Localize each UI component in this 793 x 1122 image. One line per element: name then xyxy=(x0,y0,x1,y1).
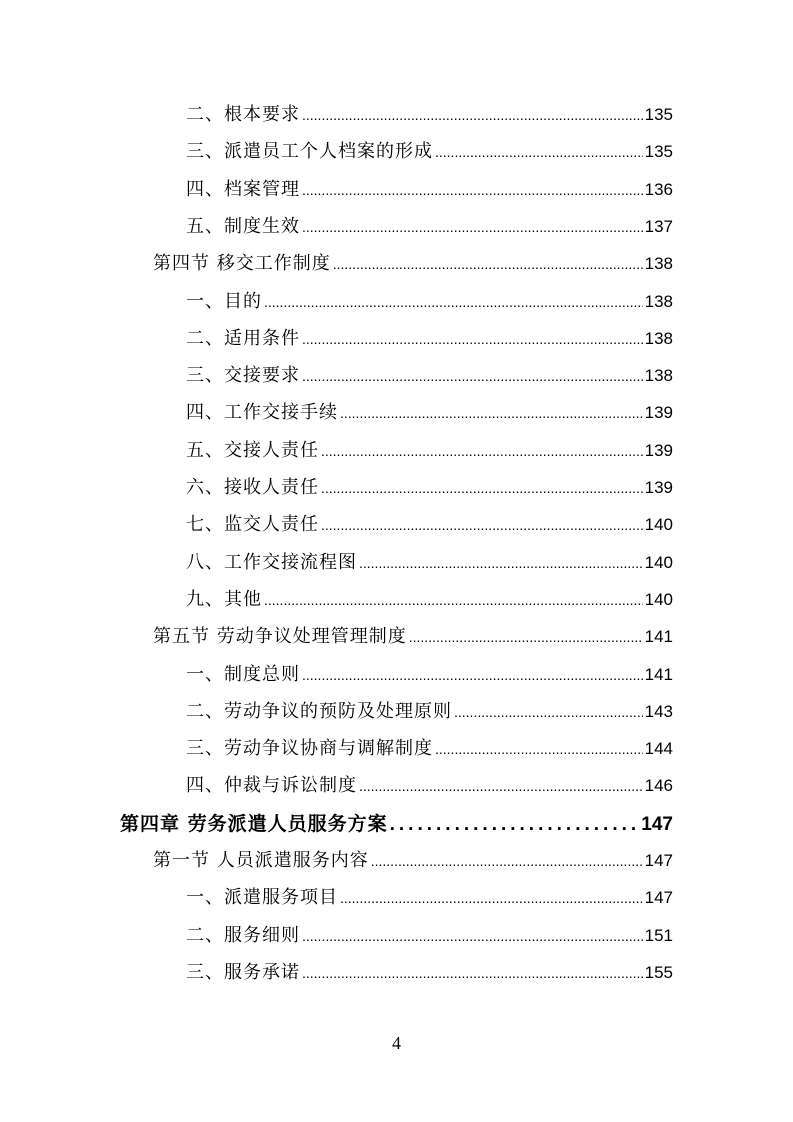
toc-dot-leader xyxy=(321,443,643,459)
toc-entry-page: 139 xyxy=(644,478,673,497)
toc-entry-section[interactable] xyxy=(153,846,673,872)
toc-dot-leader xyxy=(264,294,643,310)
toc-entry-page: 146 xyxy=(644,776,673,796)
toc-dot-leader xyxy=(302,368,643,384)
toc-entry-section[interactable] xyxy=(153,622,673,648)
toc-entry-item[interactable] xyxy=(186,398,673,424)
toc-entry-title: 三、劳动争议协商与调解制度 xyxy=(186,738,433,760)
toc-dot-leader xyxy=(359,778,643,794)
toc-entry-item[interactable] xyxy=(186,473,673,499)
toc-entry-page: 147 xyxy=(644,851,673,870)
toc-entry-title: 四、仲裁与诉讼制度 xyxy=(186,775,357,797)
toc-entry-item[interactable] xyxy=(186,697,673,723)
toc-entry-title: 二、劳动争议的预防及处理原则 xyxy=(186,700,452,722)
toc-entry-item[interactable] xyxy=(186,324,673,350)
toc-entry-section[interactable] xyxy=(153,249,673,275)
toc-dot-leader xyxy=(371,853,643,869)
toc-entry-page: 141 xyxy=(644,664,673,684)
toc-dot-leader xyxy=(302,107,643,123)
toc-entry-title: 二、适用条件 xyxy=(186,327,300,349)
toc-entry-title: 二、服务细则 xyxy=(186,924,300,946)
toc-entry-chapter[interactable] xyxy=(120,809,673,836)
toc-dot-leader xyxy=(340,890,643,906)
toc-dot-leader xyxy=(302,928,643,944)
toc-entry-item[interactable] xyxy=(186,734,673,760)
toc-entry-title: 三、服务承诺 xyxy=(186,961,300,983)
toc-entry-title: 一、制度总则 xyxy=(186,663,300,685)
toc-dot-leader xyxy=(409,629,643,645)
toc-entry-title: 九、其他 xyxy=(186,588,262,610)
toc-dot-leader xyxy=(321,517,643,533)
toc-entry-title: 第一节 人员派遣服务内容 xyxy=(153,850,369,871)
toc-dot-leader xyxy=(359,555,643,571)
toc-entry-title: 三、派遣员工个人档案的形成 xyxy=(186,141,433,163)
toc-entry-page: 135 xyxy=(644,142,673,162)
toc-entry-title: 五、制度生效 xyxy=(186,215,300,237)
toc-dot-leader xyxy=(302,965,643,981)
toc-entry-title: 一、目的 xyxy=(186,290,262,312)
toc-dot-leader xyxy=(264,592,643,608)
toc-entry-page: 140 xyxy=(644,515,673,535)
toc-entry-item[interactable] xyxy=(186,100,673,126)
toc-entry-title: 六、接收人责任 xyxy=(186,477,319,498)
toc-entry-page: 135 xyxy=(644,105,673,124)
toc-entry-page: 141 xyxy=(644,627,673,647)
page-number: 4 xyxy=(392,1033,401,1053)
toc-entry-page: 140 xyxy=(644,552,673,572)
toc-entry-item[interactable] xyxy=(186,771,673,797)
toc-entry-item[interactable] xyxy=(186,958,673,984)
toc-entry-item[interactable] xyxy=(186,921,673,947)
toc-dot-leader xyxy=(302,331,643,347)
toc-entry-title: 第五节 劳动争议处理管理制度 xyxy=(153,626,407,648)
toc-dot-leader xyxy=(454,704,643,720)
toc-entry-item[interactable] xyxy=(186,287,673,313)
toc-entry-page: 140 xyxy=(644,589,673,609)
toc-entry-page: 155 xyxy=(644,962,673,982)
toc-entry-page: 144 xyxy=(644,739,673,759)
toc-entry-title: 三、交接要求 xyxy=(186,365,300,387)
toc-entry-page: 138 xyxy=(644,291,673,311)
toc-entry-title: 第四章 劳务派遣人员服务方案 xyxy=(120,812,388,835)
toc-entry-item[interactable] xyxy=(186,175,673,201)
toc-entry-page: 138 xyxy=(644,328,673,348)
toc-entry-page: 147 xyxy=(641,813,673,835)
toc-entry-item[interactable] xyxy=(186,212,673,238)
toc-entry-page: 139 xyxy=(644,440,673,460)
toc-entry-title: 五、交接人责任 xyxy=(186,439,319,461)
toc-entry-item[interactable] xyxy=(186,883,673,909)
toc-dot-leader xyxy=(435,741,643,757)
toc-entry-item[interactable] xyxy=(186,510,673,536)
toc-entry-title: 四、工作交接手续 xyxy=(186,402,338,424)
toc-entry-item[interactable] xyxy=(186,548,673,574)
toc-entry-item[interactable] xyxy=(186,137,673,163)
toc-dot-leader xyxy=(302,219,643,235)
toc-dot-leader xyxy=(340,405,643,421)
toc-entry-page: 137 xyxy=(644,216,673,236)
toc-dot-leader xyxy=(435,144,643,160)
toc-entry-title: 七、监交人责任 xyxy=(186,514,319,536)
toc-entry-title: 一、派遣服务项目 xyxy=(186,887,338,909)
toc-entry-title: 第四节 移交工作制度 xyxy=(153,253,331,275)
toc-entry-page: 139 xyxy=(644,403,673,423)
toc-dot-leader xyxy=(390,814,640,836)
toc-entry-item[interactable] xyxy=(186,436,673,462)
toc-entry-page: 138 xyxy=(644,254,673,274)
toc-dot-leader xyxy=(302,182,643,198)
toc-entry-item[interactable] xyxy=(186,585,673,611)
toc-entry-title: 二、根本要求 xyxy=(186,104,300,125)
toc-dot-leader xyxy=(321,480,643,496)
toc-entry-page: 151 xyxy=(644,925,673,945)
toc-entry-page: 143 xyxy=(644,701,673,721)
toc-entry-page: 147 xyxy=(644,888,673,908)
toc-entry-item[interactable] xyxy=(186,660,673,686)
toc-dot-leader xyxy=(302,667,643,683)
toc-entry-page: 136 xyxy=(644,179,673,199)
toc-dot-leader xyxy=(333,256,643,272)
toc-entry-item[interactable] xyxy=(186,361,673,387)
toc-entry-title: 四、档案管理 xyxy=(186,178,300,200)
toc-entry-page: 138 xyxy=(644,366,673,386)
toc-entry-title: 八、工作交接流程图 xyxy=(186,551,357,573)
